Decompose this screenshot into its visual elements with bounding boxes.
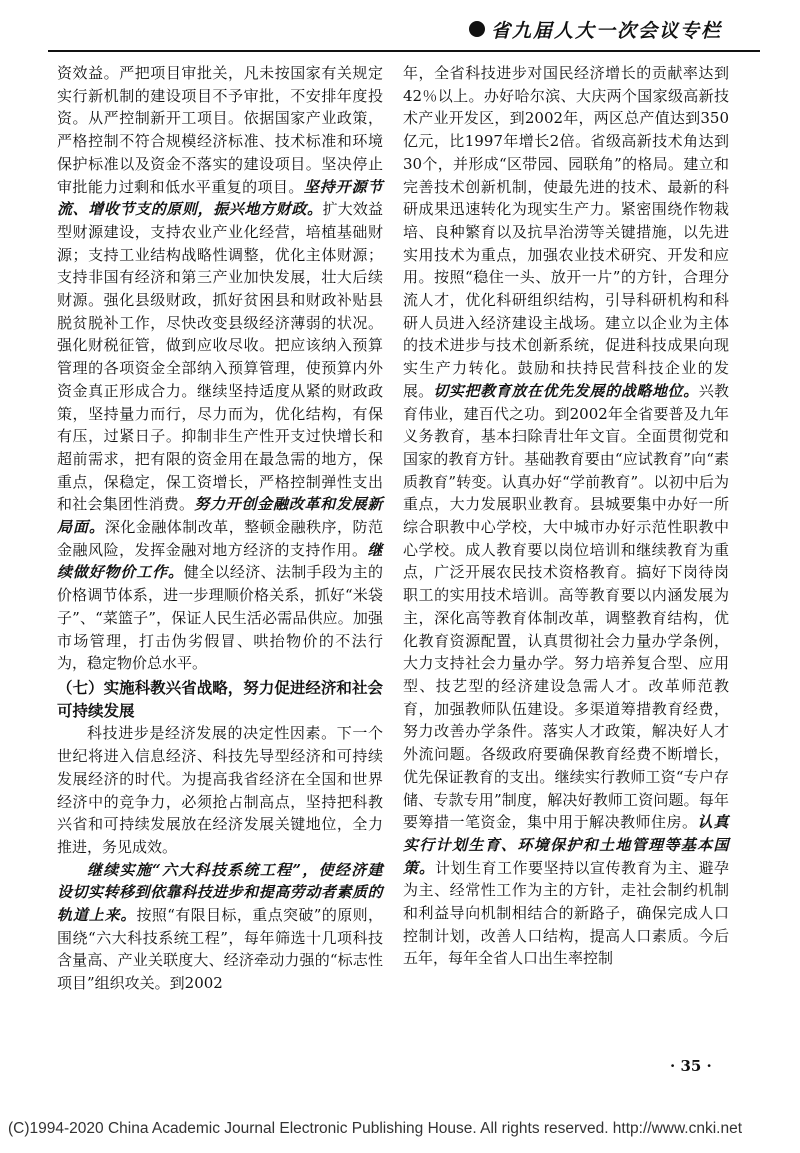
left-column — [57, 62, 383, 995]
running-header — [469, 14, 722, 44]
paragraph-finance — [57, 62, 383, 675]
text-run: 资效益。严把项目审批关，凡未按国家有关规定实行新机制的建设项目不予审批，不安排年度投资。从严控制新开工项目。依据国家产业政策，严格控制不符合规模经济标准、技术标准和环境保护标准以及资金不落实的建设项目。坚决停止审批能力过剩和低水平重复的项目。 — [57, 64, 383, 196]
text-run: 按照“有限目标，重点突破”的原则，围绕“六大科技系统工程”，每年筛选十几项科技含量高、产业关联度大、经济牵动力强的“标志性项目”组织攻关。到2002 — [57, 906, 383, 993]
paragraph-tech-progress: 科技进步是经济发展的决定性因素。下一个世纪将进入信息经济、科技先导型经济和可持续发展经济的时代。为提高我省经济在全国和世界经济中的竞争力，必须抢占制高点，坚持把科教兴省和可持续发展放在经济发展关键地位，全力推进，务见成效。 — [57, 724, 383, 856]
emphasis-text: 认真实行计划生育、环境保护和土地管理等基本国策。 — [403, 813, 729, 877]
paragraph-education — [403, 62, 729, 970]
header-title: 省九届人大一次会议专栏 — [490, 19, 722, 42]
text-run: 计划生育工作要坚持以宣传教育为主、避孕为主、经常性工作为主的方针，走社会制约机制和利益导向机制相结合的新路子，确保完成人口控制计划，改善人口结构，提高人口素质。今后五年，每年全省人口出生率控制 — [403, 858, 729, 968]
text-run: 兴教育伟业，建百代之功。到2002年全省要普及九年义务教育，基本扫除青壮年文盲。全面贯彻党和国家的教育方针。基础教育要由“应试教育”向“素质教育”转变。认真办好“学前教育”。以初中后为重点，大力发展职业教育。县城要集中办好一所综合职教中心学校，大中城市办好示范性职教中心学校。成人教育要以岗位培训和继续教育为重点，广泛开展农民技术资格教育。搞好下岗待岗职工的实用技术培训。高等教育要以内涵发展为主，深化高等教育体制改革，调整教育结构，优化教育资源配置，认真贯彻社会力量办学条例，大力支持社会力量办学。努力培养复合型、应用型、技艺型的经济建设急需人才。改革师范教育，加强教师队伍建设。多渠道筹措教育经费，努力改善办学条件。落实人才政策，解决好人才外流问题。各级政府要确保教育经费不断增长，优先保证教育的支出。继续实行教师工资“专户存储、专款专用”制度，解决好教师工资问题。每年要筹措一笔资金，集中用于解决教师住房。 — [403, 381, 729, 832]
emphasis-text: 继续实施“六大科技系统工程”，使经济建设切实转移到依靠科技进步和提高劳动者素质的轨道上来。 — [57, 860, 383, 925]
emphasis-text: 继续做好物价工作。 — [57, 540, 383, 582]
text-run: 健全以经济、法制手段为主的价格调节体系，进一步理顺价格关系，抓好“米袋子”、“菜篮子”，保证人民生活必需品供应。加强市场管理，打击伪劣假冒、哄抬物价的不法行为，稳定物价总水平。 — [57, 563, 383, 673]
text-run: 扩大效益型财源建设，支持农业产业化经营，培植基础财源；支持工业结构战略性调整，优化主体财源；支持非国有经济和第三产业加快发展，壮大后续财源。强化县级财政，抓好贫困县和财政补贴县脱贫脱补工作，尽快改变县级经济薄弱的状况。强化财税征管，做到应收尽收。把应该纳入预算管理的各项资金全部纳入预算管理，使预算内外资金真正形成合力。继续坚持适度从紧的财政政策，坚持量力而行，尽力而为，优化结构，有保有压，过紧日子。抑制非生产性开支过快增长和超前需求，把有限的资金用在最急需的地方，保重点，保稳定，保工资增长，严格控制弹性支出和社会集团性消费。 — [57, 200, 383, 514]
header-rule — [48, 50, 760, 52]
emphasis-text: 切实把教育放在优先发展的战略地位。 — [433, 381, 699, 400]
right-column — [403, 62, 729, 970]
bullet-dot-icon — [469, 21, 485, 37]
section-heading: （七）实施科教兴省战略，努力促进经济和社会可持续发展 — [57, 677, 383, 720]
page-number: · 35 · — [670, 1057, 712, 1075]
text-run: 年，全省科技进步对国民经济增长的贡献率达到42％以上。办好哈尔滨、大庆两个国家级高新技术产业开发区，到2002年，两区总产值达到350亿元，比1997年增长2倍。省级高新技术角达到30个，并形成“区带园、园联角”的格局。建立和完善技术创新机制，使最先进的技术、最新的科研成果迅速转化为现实生产力。紧密围绕作物栽培、良种繁育以及抗旱治涝等关键措施，以先进实用技术为重点，加强农业技术研究、开发和应用。按照“稳住一头、放开一片”的方针，合理分流人才，优化科研组织结构，引导科研机构和科研人员进入经济建设主战场。建立以企业为主体的技术进步与技术创新系统，促进科技成果向现实生产力转化。鼓励和扶持民营科技企业的发展。 — [403, 64, 729, 400]
emphasis-text: 坚持开源节流、增收节支的原则，振兴地方财政。 — [57, 177, 383, 219]
copyright-footer: (C)1994-2020 China Academic Journal Electronic Publishing House. All rights reserved. http://www.cnki.net — [8, 1120, 743, 1137]
text-run: 深化金融体制改革，整顿金融秩序，防范金融风险，发挥金融对地方经济的支持作用。 — [57, 518, 383, 559]
paragraph-six-systems — [57, 859, 383, 995]
emphasis-text: 努力开创金融改革和发展新局面。 — [57, 495, 383, 537]
